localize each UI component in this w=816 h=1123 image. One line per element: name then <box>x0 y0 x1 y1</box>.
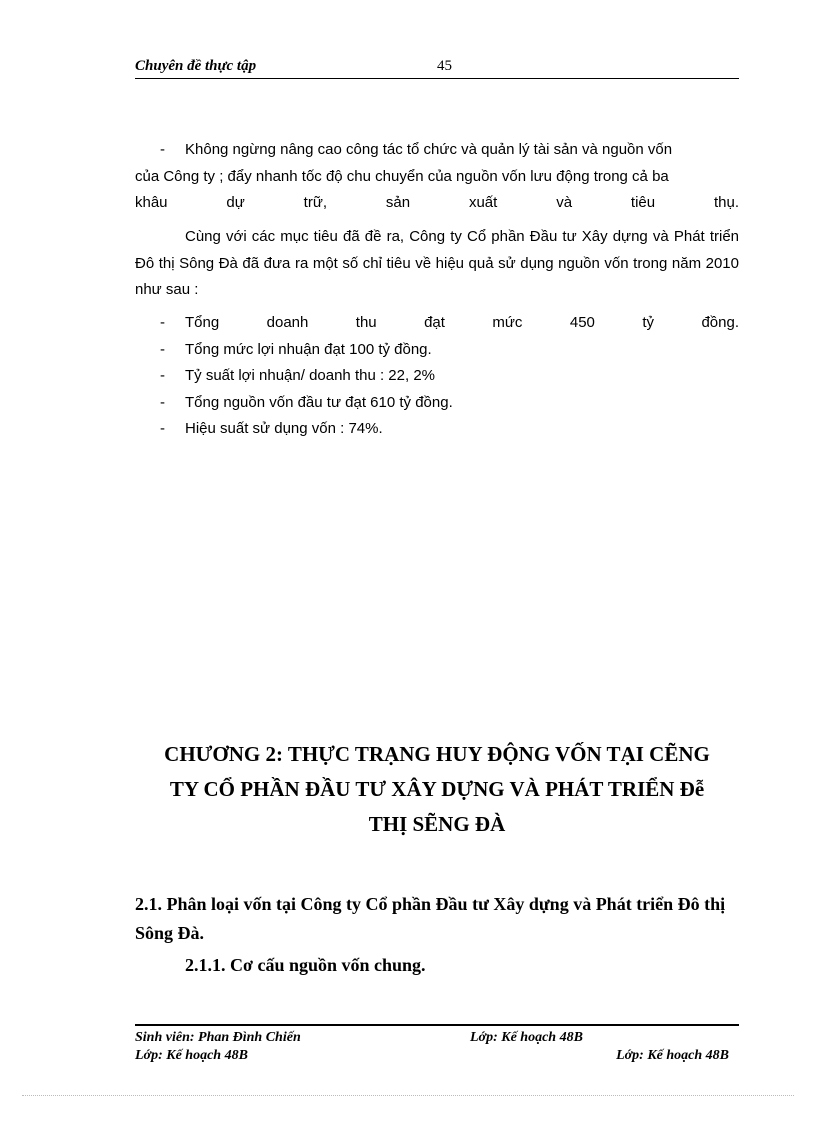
page-bottom-dotted-rule <box>22 1095 794 1096</box>
section-heading-2-1: 2.1. Phân loại vốn tại Công ty Cổ phần Đầu tư Xây dựng và Phát triển Đô thị Sông Đà. <box>135 894 726 943</box>
intro-paragraph: Cùng với các mục tiêu đã đề ra, Công ty Cổ phần Đầu tư Xây dựng và Phát triển Đô thị Sông Đà đã đưa ra một số chỉ tiêu về hiệu quả sử dụng nguồn vốn trong năm 2010 như sau : <box>135 228 739 298</box>
target-list <box>135 310 739 443</box>
page-number: 45 <box>437 58 452 74</box>
footer-class: Lớp: Kế hoạch 48B <box>470 1030 583 1045</box>
chapter-title-line: CHƯƠNG 2: THỰC TRẠNG HUY ĐỘNG VỐN TẠI CẼNG <box>164 742 710 766</box>
footer-row <box>135 1044 739 1062</box>
header-title: Chuyên đề thực tập <box>135 58 257 74</box>
intro-bullet-line-1: - Không ngừng nâng cao công tác tổ chức và quản lý tài sản và nguồn vốn <box>135 137 739 164</box>
chapter-title-line: THỊ SẼNG ĐÀ <box>368 812 506 836</box>
section-heading-2-1-1: 2.1.1. Cơ cấu nguồn vốn chung. <box>185 955 426 975</box>
page-header <box>135 58 739 79</box>
chapter-title <box>135 737 739 842</box>
footer-class: Lớp: Kế hoạch 48B <box>616 1048 729 1063</box>
target-item: - Tổng nguồn vốn đầu tư đạt 610 tỷ đồng. <box>160 393 453 411</box>
target-item: - Hiệu suất sử dụng vốn : 74%. <box>160 420 383 437</box>
page-footer <box>135 1024 739 1062</box>
intro-bullet <box>135 137 739 217</box>
target-item: - Tổng doanh thu đạt mức 450 tỷ đồng. <box>160 314 739 331</box>
target-item: - Tổng mức lợi nhuận đạt 100 tỷ đồng. <box>160 340 432 358</box>
chapter-title-line: TY CỔ PHẦN ĐẦU TƯ XÂY DỰNG VÀ PHÁT TRIỂN Đễ <box>169 777 705 801</box>
target-item: - Tỷ suất lợi nhuận/ doanh thu : 22, 2% <box>160 367 435 384</box>
intro-bullet-line-3: khâu dự trữ, sản xuất và tiêu thụ. <box>135 194 739 211</box>
footer-class: Lớp: Kế hoạch 48B <box>135 1048 248 1063</box>
bullet-dash: - <box>160 141 165 158</box>
intro-bullet-line-2: của Công ty ; đẩy nhanh tốc độ chu chuyển của nguồn vốn lưu động trong cả ba <box>135 167 669 185</box>
footer-student: Sinh viên: Phan Đình Chiến <box>135 1030 301 1045</box>
intro-paragraph-block <box>135 224 739 304</box>
footer-row <box>135 1026 739 1044</box>
